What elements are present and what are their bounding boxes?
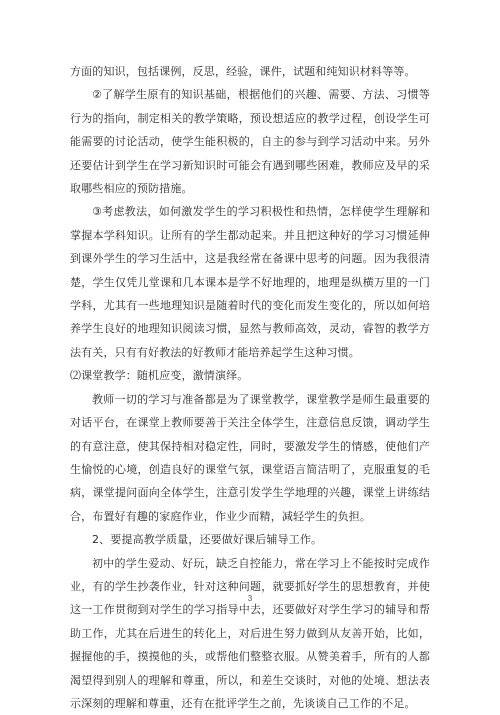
paragraph-2: ②了解学生原有的知识基础，根据他们的兴趣、需要、方法、习惯等行为的指向，制定相关的教学策略，预设想适应的教学过程，创设学生可能需要的讨论活动，使学生能积极的，自主的参与到学习活动中来。另外还要估计到学生在学习新知识时可能会有遇到哪些困难，教师应及早的采取哪些相应的预防措施。 bbox=[70, 88, 430, 196]
paragraph-5: 教师一切的学习与准备都是为了课堂教学，课堂教学是师生最重要的对话平台，在课堂上教师要善于关注全体学生，注意信息反馈，调动学生的有意注意，使其保持相对稳定性，同时，要激发学生的情感，使他们产生愉悦的心境，创造良好的课堂气氛，课堂语言简洁明了，克服重复的毛病，课堂提问面向全体学生，注意引发学生学地理的兴趣，课堂上讲练结合，布置好有趣的家庭作业，作业少而精，减轻学生的负担。 bbox=[70, 392, 430, 523]
paragraph-7: 初中的学生爱动、好玩，缺乏自控能力，常在学习上不能按时完成作业，有的学生抄袭作业，针对这种问题，就要抓好学生的思想教育，并使这一工作贯彻到对学生的学习指导中去，还要做好对学生学习的辅导和帮助工作，尤其在后进生的转化上，对后进生努力做到从友善开始，比如，握握他的手，摸摸他的头，或帮他们整整衣服。从赞美着手，所有的人都渴望得到别人的理解和尊重，所以，和差生交谈时，对他的处境、想法表示深刻的理解和尊重，还有在批评学生之前，先谈谈自己工作的不足。 bbox=[70, 556, 430, 710]
paragraph-6: 2、要提高教学质量，还要做好课后辅导工作。 bbox=[92, 533, 323, 547]
paragraph-3: ③考虑教法，如何激发学生的学习积极性和热情，怎样使学生理解和掌握本学科知识。让所有的学生都动起来。并且把这种好的学习习惯延伸到课外学生的学习生活中，这是我经常在备课中思考的问题。因为我很清楚，学生仅凭儿堂课和几本课本是学不好地理的，地理是纵横万里的一门学科，尤其有一些地理知识是随着时代的变化而发生变化的，所以如何培养学生良好的地理知识阅读习惯，显然与教师高效，灵动，睿智的教学方法有关，只有有好教法的好教师才能培养起学生这种习惯。 bbox=[70, 205, 430, 359]
page-number: 3 bbox=[247, 594, 253, 603]
paragraph-4: ⑵课堂教学：随机应变，激情演绎。 bbox=[70, 369, 249, 383]
page-body bbox=[70, 60, 430, 715]
paragraph-1: 方面的知识，包括课例，反思，经验，课件，试题和纯知识材料等等。 bbox=[70, 65, 416, 78]
